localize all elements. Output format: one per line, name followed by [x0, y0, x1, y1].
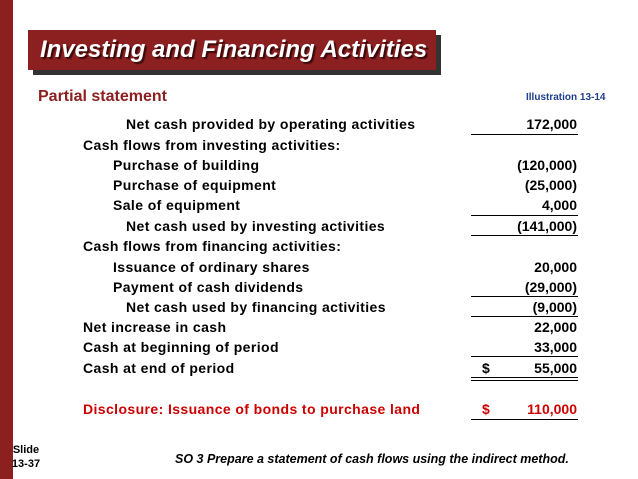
row-label: Net cash provided by operating activities: [126, 116, 416, 132]
table-row: [0, 155, 638, 175]
row-amount: (141,000): [517, 218, 577, 234]
table-row: [0, 257, 638, 277]
table-row: [0, 175, 638, 195]
row-amount: 55,000: [534, 360, 577, 376]
double-underline-bottom: [471, 380, 578, 381]
disclosure-row: [0, 399, 638, 419]
illustration-label: Illustration 13-14: [526, 92, 606, 103]
table-row: [0, 337, 638, 357]
currency-symbol: $: [482, 360, 490, 376]
currency-symbol: $: [482, 401, 490, 417]
table-row: [0, 358, 638, 378]
underline: [471, 356, 578, 357]
row-label: Cash at beginning of period: [83, 339, 279, 355]
row-amount: 20,000: [534, 259, 577, 275]
slide-number: 13-37: [11, 458, 41, 470]
row-label: Payment of cash dividends: [113, 279, 304, 295]
disclosure-label: Disclosure: Issuance of bonds to purchase land: [83, 401, 421, 417]
disclosure-amount: 110,000: [527, 401, 577, 417]
table-row: [0, 236, 638, 256]
row-label: Purchase of building: [113, 157, 260, 173]
row-label: Cash at end of period: [83, 360, 235, 376]
partial-statement-heading: Partial statement: [38, 88, 167, 105]
row-label: Net increase in cash: [83, 319, 227, 335]
underline: [471, 419, 578, 420]
slide-label: Slide: [12, 444, 40, 456]
row-label: Cash flows from investing activities:: [83, 137, 341, 153]
row-amount: (29,000): [524, 279, 577, 295]
row-amount: (25,000): [524, 177, 577, 193]
table-row: [0, 297, 638, 317]
table-row: [0, 317, 638, 337]
title-banner: [28, 30, 436, 70]
row-amount: 33,000: [534, 339, 577, 355]
row-label: Issuance of ordinary shares: [113, 259, 310, 275]
table-row: [0, 195, 638, 215]
row-label: Purchase of equipment: [113, 177, 277, 193]
row-amount: 172,000: [526, 116, 577, 132]
table-row: [0, 114, 638, 134]
row-amount: 22,000: [534, 319, 577, 335]
study-objective: SO 3 Prepare a statement of cash flows using the indirect method.: [175, 452, 569, 466]
table-row: [0, 277, 638, 297]
row-label: Net cash used by financing activities: [126, 299, 386, 315]
table-row: [0, 216, 638, 236]
table-row: [0, 135, 638, 155]
row-amount: (120,000): [517, 157, 577, 173]
row-label: Sale of equipment: [113, 197, 241, 213]
page-title: Investing and Financing Activities: [40, 36, 428, 63]
double-underline-top: [471, 377, 578, 378]
row-label: Net cash used by investing activities: [126, 218, 386, 234]
row-amount: 4,000: [541, 197, 577, 213]
row-amount: (9,000): [532, 299, 577, 315]
row-label: Cash flows from financing activities:: [83, 238, 342, 254]
slide-number-block: [6, 443, 46, 471]
